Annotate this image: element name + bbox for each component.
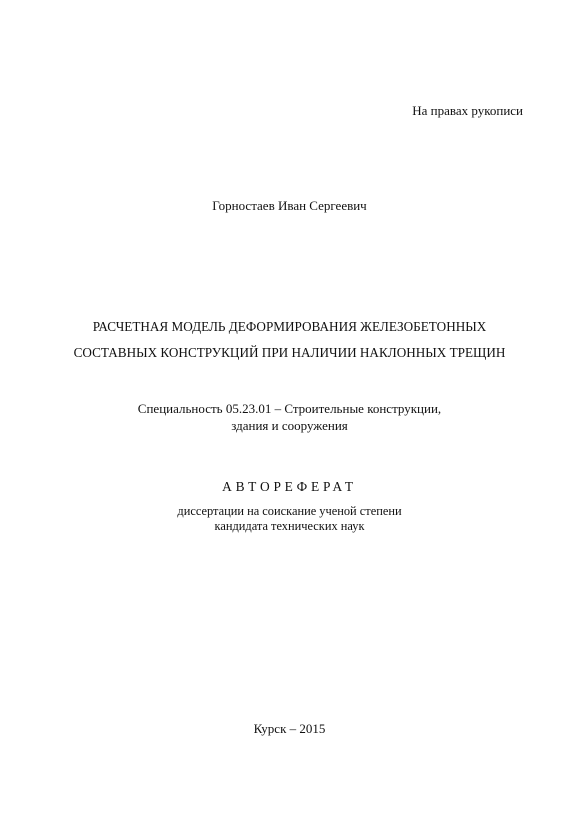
title-line-2: СОСТАВНЫХ КОНСТРУКЦИЙ ПРИ НАЛИЧИИ НАКЛОННЫХ ТРЕЩИН bbox=[73, 345, 506, 360]
author-name: Горностаев Иван Сергеевич bbox=[212, 198, 367, 213]
title-line-1: РАСЧЕТНАЯ МОДЕЛЬ ДЕФОРМИРОВАНИЯ ЖЕЛЕЗОБЕТОННЫХ bbox=[92, 319, 487, 334]
dissertation-line-2: кандидата технических наук bbox=[214, 519, 365, 533]
city-year: Курск – 2015 bbox=[253, 721, 326, 736]
manuscript-rights-note: На правах рукописи bbox=[412, 103, 523, 118]
specialty-line-2: здания и сооружения bbox=[231, 418, 348, 433]
abstract-label: АВТОРЕФЕРАТ bbox=[222, 479, 357, 494]
dissertation-line-1: диссертации на соискание ученой степени bbox=[177, 504, 402, 518]
specialty-line-1: Специальность 05.23.01 – Строительные конструкции, bbox=[137, 401, 442, 416]
